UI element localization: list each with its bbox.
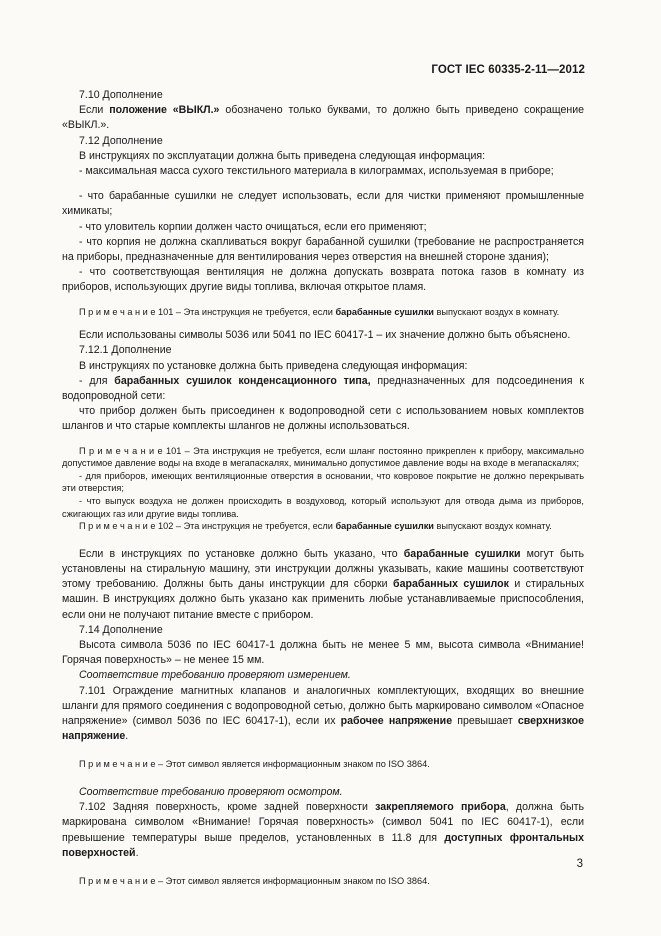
section-7-102-note: П р и м е ч а н и е – Этот символ является информационным знаком по ISO 3864. bbox=[79, 876, 430, 887]
document-standard-id: ГОСТ IEC 60335-2-11—2012 bbox=[431, 64, 585, 76]
section-7-12-item: - что соответствующая вентиляция не должна допускать возврата потока газов в комнату из приборов, использующих другие виды топлива, включая открытое пламя. bbox=[62, 266, 584, 294]
section-7-14-conformity: Соответствие требованию проверяют измерением. bbox=[79, 669, 351, 682]
section-7-12-item: - максимальная масса сухого текстильного материала в килограммах, используемая в приборе; bbox=[79, 165, 554, 178]
page-number: 3 bbox=[576, 858, 583, 870]
section-7-101-note: П р и м е ч а н и е – Этот символ является информационным знаком по ISO 3864. bbox=[79, 759, 430, 770]
section-7-12-intro: В инструкциях по эксплуатации должна быть приведена следующая информация: bbox=[79, 149, 486, 162]
section-7-101-conformity: Соответствие требованию проверяют осмотром. bbox=[79, 786, 343, 799]
section-7-10-text: Если положение «ВЫКЛ.» обозначено только буквами, то должно быть приведено сокращение «ВЫКЛ.». bbox=[62, 104, 585, 132]
section-7-12-1-item: - для барабанных сушилок конденсационного типа, предназначенных для подсоединения к водопроводной сети: bbox=[62, 374, 584, 403]
section-7-10-heading: 7.10 Дополнение bbox=[79, 89, 163, 101]
section-7-12-1-heading: 7.12.1 Дополнение bbox=[79, 344, 172, 357]
section-7-12-item: - что уловитель корпии должен часто очищаться, если его применяют; bbox=[79, 220, 427, 233]
section-7-12-1-item-text: что прибор должен быть присоединен к водопроводной сети с использованием новых комплектов шлангов и что старые комплекты шлангов не должны использоваться. bbox=[62, 405, 584, 433]
section-7-14-heading: 7.14 Дополнение bbox=[79, 623, 163, 636]
section-7-12-note: П р и м е ч а н и е 101 – Эта инструкция не требуется, если барабанные сушилки выпускают воздух в комнату. bbox=[79, 306, 560, 317]
section-7-12-1-note-101: П р и м е ч а н и е 101 – Эта инструкция не требуется, если шланг постоянно прикреплен к прибору, максимально допустимое давление воды на входе в мегапаскалях, минимально допустимое давление воды на входе в мегапаскалях; bbox=[62, 445, 584, 469]
document-body bbox=[62, 88, 584, 888]
section-7-12-1-note-102: П р и м е ч а н и е 102 – Эта инструкция не требуется, если барабанные сушилки выпускают воздух комнату. bbox=[79, 521, 552, 532]
section-7-12-1-paragraph: Если в инструкциях по установке должно быть указано, что барабанные сушилки могут быть установлены на стиральную машину, эти инструкции должны указывать, какие машины соответствуют этому требованию. Должны быть даны инструкции для сборки барабанных сушилок и стиральных машин. В инструкциях должно быть указано как применить любые устанавливаемые приспособления, если они не получают питание вместе с прибором. bbox=[62, 547, 584, 621]
section-7-12-item: - что барабанные сушилки не следует использовать, если для чистки применяют промышленные химикаты; bbox=[62, 190, 584, 218]
section-7-101-text: 7.101 Ограждение магнитных клапанов и аналогичных комплектующих, входящих во внешние шланги для прямого соединения с водопроводной сетью, должно быть маркировано символом «Опасное напряжение» (символ 5036 по IEC 60417-1), если их рабочее напряжение превышает сверхнизкое напряжение. bbox=[62, 684, 584, 743]
section-7-12-heading: 7.12 Дополнение bbox=[79, 134, 163, 147]
section-7-12-1-note-item: - что выпуск воздуха не должен происходить в воздуховод, который используют для отвода дыма из приборов, сжигающих газ или другие виды топлива. bbox=[62, 496, 584, 519]
section-7-12-symbols: Если использованы символы 5036 или 5041 по IEC 60417-1 – их значение должно быть объяснено. bbox=[79, 329, 571, 342]
section-7-12-item: - что корпия не должна скапливаться вокруг барабанной сушилки (требование не распространяется на приборы, предназначенные для вентилирования через отверстия на внешней стороне здания); bbox=[62, 235, 584, 264]
section-7-12-1-note-item: - для приборов, имеющих вентиляционные отверстия в основании, что ковровое покрытие не должно перекрывать эти отверстия; bbox=[62, 470, 584, 494]
section-7-14-text: Высота символа 5036 по IEC 60417-1 должна быть не менее 5 мм, высота символа «Внимание! Горячая поверхность» – не менее 15 мм. bbox=[62, 639, 584, 667]
section-7-102-text: 7.102 Задняя поверхность, кроме задней поверхности закрепляемого прибора, должна быть маркирована символом «Внимание! Горячая поверхность» (символ 5041 по IEC 60417-1), если превышение температуры выше пределов, установленных в 11.8 для доступных фронтальных поверхностей. bbox=[62, 801, 584, 859]
section-7-12-1-intro: В инструкциях по установке должна быть приведена следующая информация: bbox=[79, 359, 468, 372]
